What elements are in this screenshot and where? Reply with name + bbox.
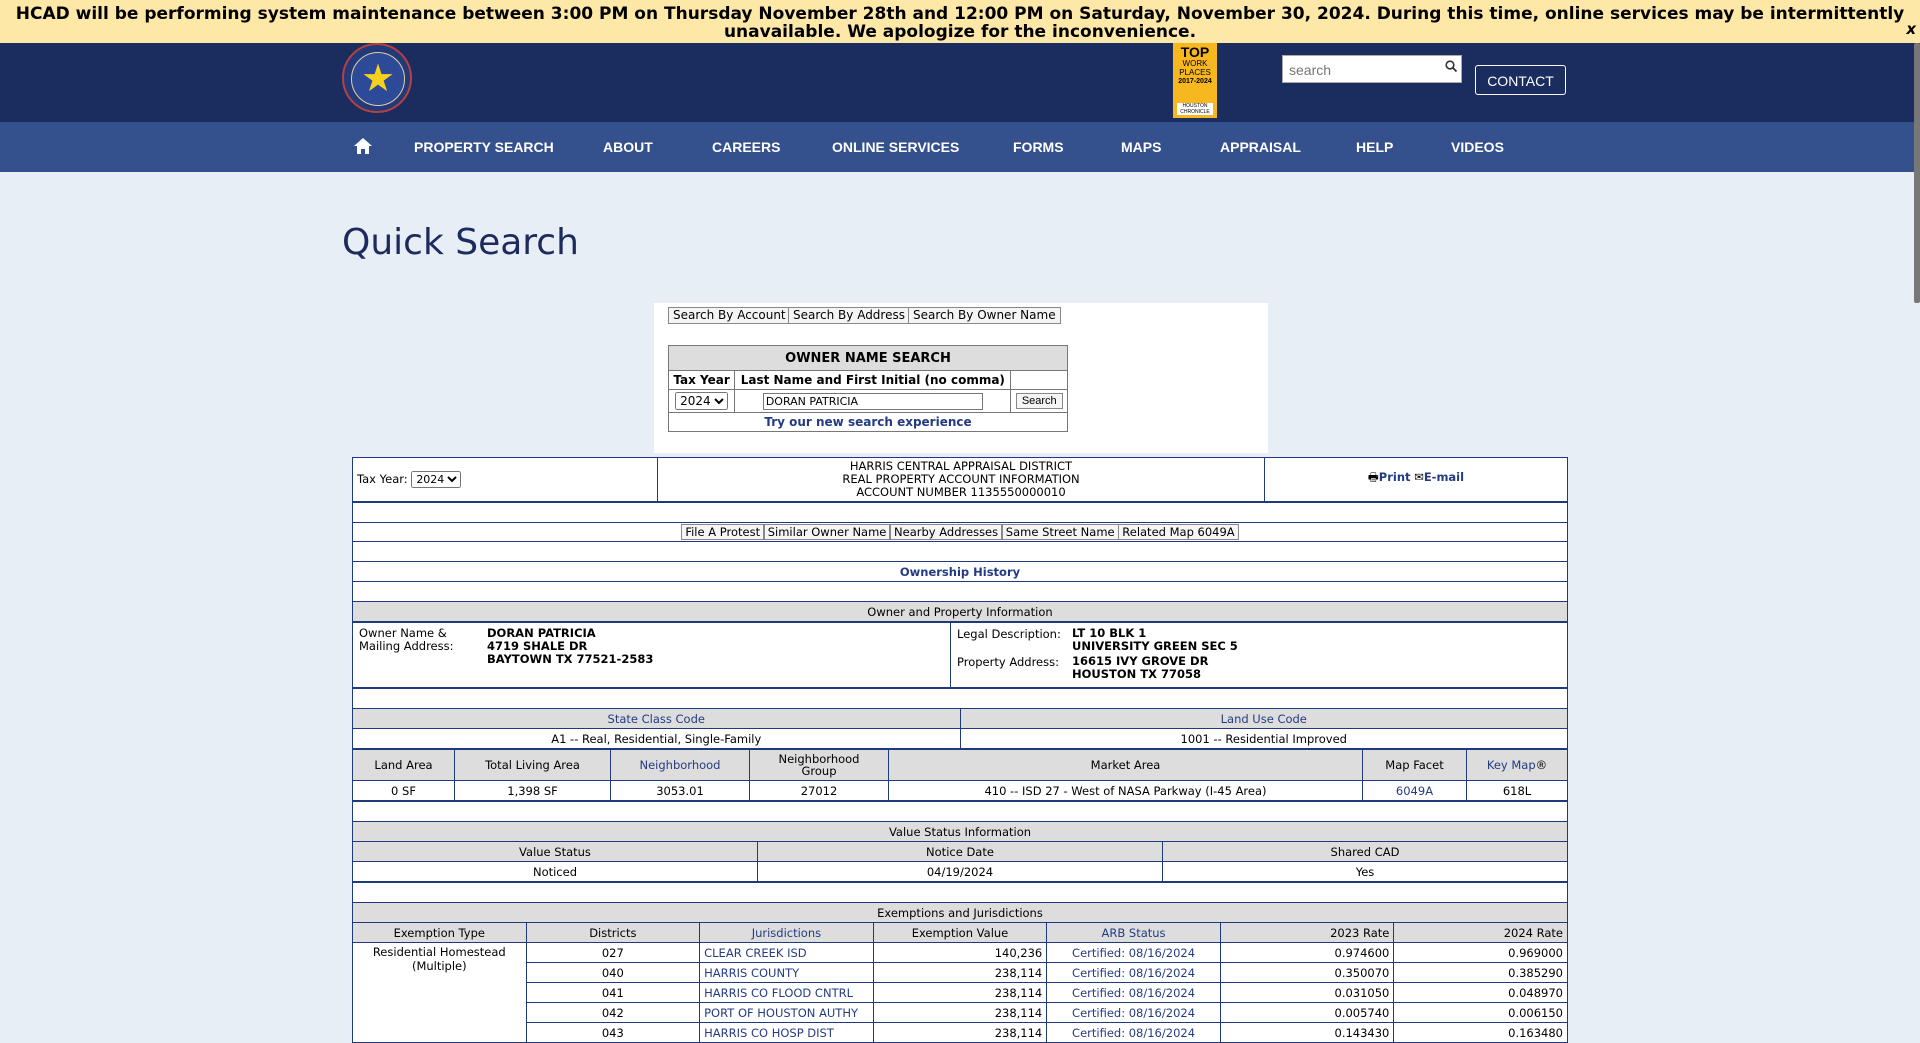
- arb-status[interactable]: Certified: 08/16/2024: [1072, 1025, 1196, 1040]
- property-line1: 16615 IVY GROVE DR: [1072, 654, 1209, 668]
- same-street-button[interactable]: Same Street Name: [1002, 524, 1119, 540]
- nav-appraisal[interactable]: APPRAISAL: [1220, 139, 1301, 155]
- owner-block: [359, 627, 653, 666]
- jurisdiction-link[interactable]: CLEAR CREEK ISD: [704, 945, 807, 960]
- exemption-value: 238,114: [873, 963, 1047, 983]
- contact-button[interactable]: CONTACT: [1475, 65, 1566, 95]
- map-facet-link[interactable]: 6049A: [1395, 783, 1434, 798]
- ex-col-value: Exemption Value: [873, 923, 1047, 943]
- value-status-header: Value Status Information: [353, 822, 1568, 842]
- printer-icon[interactable]: 🖶: [1367, 470, 1379, 484]
- print-link[interactable]: Print: [1378, 470, 1411, 484]
- district-code: 040: [526, 963, 700, 983]
- empty-header: [1011, 371, 1068, 390]
- top-workplaces-badge: [1173, 43, 1217, 118]
- rate-2023: 0.005740: [1220, 1003, 1394, 1023]
- search-by-owner-button[interactable]: Search By Owner Name: [908, 307, 1061, 324]
- exemption-type-value: Residential Homestead (Multiple): [353, 943, 527, 1043]
- account-tax-year-select[interactable]: [411, 471, 461, 488]
- tax-year-label: Tax Year:: [357, 472, 408, 486]
- rate-2024: 0.006150: [1394, 1003, 1568, 1023]
- file-protest-button[interactable]: File A Protest: [681, 524, 764, 540]
- district-code: 027: [526, 943, 700, 963]
- rate-2024: 0.163480: [1394, 1023, 1568, 1043]
- email-link[interactable]: E-mail: [1423, 470, 1465, 484]
- market-area-value: 410 -- ISD 27 - West of NASA Parkway (I-45 Area): [889, 781, 1363, 801]
- badge-line: 2017-2024: [1178, 78, 1212, 85]
- badge-line: HOUSTON CHRONICLE: [1177, 103, 1213, 115]
- land-use-value: 1001 -- Residential Improved: [960, 729, 1568, 749]
- market-area-header: Market Area: [889, 750, 1363, 781]
- nav-property-search[interactable]: PROPERTY SEARCH: [414, 139, 554, 155]
- email-icon[interactable]: ✉: [1414, 470, 1424, 484]
- banner-text: HCAD will be performing system maintenance between 3:00 PM on Thursday November 28th and 12:00 PM on Saturday, November 30, 2024. During this time, online services may be intermittently unavailable. We apologize for the inconvenience.: [15, 4, 1905, 42]
- rate-2024: 0.969000: [1394, 943, 1568, 963]
- living-area-value: 1,398 SF: [455, 781, 611, 801]
- mailing-line2: BAYTOWN TX 77521-2583: [487, 652, 654, 666]
- site-header: [0, 43, 1920, 122]
- rate-2023: 0.143430: [1220, 1023, 1394, 1043]
- legal-label: Legal Description:: [957, 627, 1061, 641]
- logo-seal: [351, 52, 405, 106]
- exemptions-table: [352, 882, 1568, 1043]
- owner-search-button[interactable]: Search: [1016, 393, 1063, 409]
- vs-col-notice: Notice Date: [758, 842, 1163, 862]
- name-header: Last Name and First Initial (no comma): [735, 371, 1011, 390]
- vs-col-status: Value Status: [353, 842, 758, 862]
- property-address-label: Property Address:: [957, 655, 1059, 669]
- star-icon: ★: [360, 56, 396, 100]
- property-line2: HOUSTON TX 77058: [1072, 667, 1201, 681]
- jurisdiction-link[interactable]: HARRIS COUNTY: [704, 965, 800, 980]
- nav-about[interactable]: ABOUT: [603, 139, 653, 155]
- ex-col-districts: Districts: [526, 923, 700, 943]
- mailing-label: Mailing Address:: [359, 639, 454, 653]
- ex-col-type: Exemption Type: [353, 923, 527, 943]
- badge-line: TOP: [1180, 44, 1210, 60]
- rate-2023: 0.350070: [1220, 963, 1394, 983]
- owner-tax-year-select[interactable]: [675, 392, 728, 410]
- owner-property-header: Owner and Property Information: [353, 602, 1568, 622]
- exemption-value: 238,114: [873, 983, 1047, 1003]
- site-search-input[interactable]: [1287, 57, 1441, 83]
- owner-search-title: OWNER NAME SEARCH: [669, 346, 1068, 371]
- jurisdiction-link[interactable]: HARRIS CO FLOOD CNTRL: [704, 985, 853, 1000]
- search-by-address-button[interactable]: Search By Address: [788, 307, 910, 324]
- account-info-title: REAL PROPERTY ACCOUNT INFORMATION: [842, 472, 1080, 486]
- registered-mark: ®: [1535, 758, 1548, 772]
- district-code: 041: [526, 983, 700, 1003]
- tax-year-header: Tax Year: [669, 371, 735, 390]
- vs-col-shared: Shared CAD: [1163, 842, 1568, 862]
- nav-help[interactable]: HELP: [1356, 139, 1394, 155]
- owner-name-search-form: [668, 345, 1068, 432]
- account-number: ACCOUNT NUMBER 1135550000010: [856, 485, 1066, 499]
- vs-status-value: Noticed: [353, 862, 758, 882]
- area-table: [352, 749, 1568, 801]
- search-icon[interactable]: [1445, 60, 1457, 72]
- owner-name: DORAN PATRICIA: [487, 626, 596, 640]
- main-nav: [0, 122, 1920, 172]
- state-class-code-link[interactable]: State Class Code: [607, 711, 705, 726]
- jurisdiction-link[interactable]: HARRIS CO HOSP DIST: [704, 1025, 834, 1040]
- arb-status[interactable]: Certified: 08/16/2024: [1072, 985, 1196, 1000]
- nav-careers[interactable]: CAREERS: [712, 139, 781, 155]
- mailing-line1: 4719 SHALE DR: [487, 639, 588, 653]
- owner-label: Owner Name &: [359, 626, 447, 640]
- rate-2024: 0.048970: [1394, 983, 1568, 1003]
- exemption-value: 238,114: [873, 1023, 1047, 1043]
- class-code-table: [352, 688, 1568, 749]
- page-title: Quick Search: [342, 222, 579, 263]
- legal-line1: LT 10 BLK 1: [1072, 626, 1147, 640]
- owner-property-table: [352, 622, 1568, 688]
- nbhd-group-header: Group: [801, 764, 837, 778]
- arb-status[interactable]: Certified: 08/16/2024: [1072, 945, 1196, 960]
- exemption-value: 140,236: [873, 943, 1047, 963]
- neighborhood-value: 3053.01: [611, 781, 750, 801]
- search-by-account-button[interactable]: Search By Account: [668, 307, 791, 324]
- vs-notice-value: 04/19/2024: [758, 862, 1163, 882]
- living-area-header: Total Living Area: [455, 750, 611, 781]
- land-area-header: Land Area: [353, 750, 455, 781]
- site-search: [1282, 55, 1462, 83]
- key-map-link[interactable]: Key Map: [1486, 758, 1536, 772]
- key-map-value: 618L: [1467, 781, 1568, 801]
- related-map-button[interactable]: Related Map 6049A: [1118, 524, 1238, 540]
- account-header-table: [352, 457, 1568, 502]
- hcad-logo[interactable]: [342, 43, 412, 113]
- nearby-addresses-button[interactable]: Nearby Addresses: [890, 524, 1002, 540]
- neighborhood-link[interactable]: Neighborhood: [639, 758, 721, 772]
- legal-line2: UNIVERSITY GREEN SEC 5: [1072, 639, 1238, 653]
- account-info: [352, 457, 1568, 1043]
- district-name: HARRIS CENTRAL APPRAISAL DISTRICT: [849, 459, 1073, 473]
- nav-maps[interactable]: MAPS: [1121, 139, 1162, 155]
- arb-status-link[interactable]: ARB Status: [1101, 925, 1166, 940]
- nav-online-services[interactable]: ONLINE SERVICES: [832, 139, 960, 155]
- maintenance-banner: [0, 0, 1920, 43]
- search-panel: [654, 303, 1268, 453]
- badge-line: PLACES: [1179, 68, 1211, 77]
- owner-name-input[interactable]: [763, 393, 983, 410]
- new-search-experience-link[interactable]: Try our new search experience: [764, 415, 972, 429]
- district-code: 043: [526, 1023, 700, 1043]
- ownership-history-link[interactable]: Ownership History: [899, 564, 1021, 579]
- jurisdiction-link[interactable]: PORT OF HOUSTON AUTHY: [704, 1005, 858, 1020]
- jurisdictions-link[interactable]: Jurisdictions: [751, 925, 822, 940]
- rate-2024: 0.385290: [1394, 963, 1568, 983]
- map-facet-header: Map Facet: [1363, 750, 1467, 781]
- exemption-value: 238,114: [873, 1003, 1047, 1023]
- similar-owner-button[interactable]: Similar Owner Name: [764, 524, 891, 540]
- arb-status[interactable]: Certified: 08/16/2024: [1072, 1005, 1196, 1020]
- account-actions: [352, 502, 1568, 622]
- vs-shared-value: Yes: [1163, 862, 1568, 882]
- banner-close-button[interactable]: x: [1906, 20, 1916, 38]
- exemptions-header: Exemptions and Jurisdictions: [353, 903, 1568, 923]
- page-scrollbar[interactable]: [1914, 43, 1920, 303]
- land-use-code-link[interactable]: Land Use Code: [1220, 711, 1307, 726]
- nav-forms[interactable]: FORMS: [1013, 139, 1064, 155]
- rate-2023: 0.031050: [1220, 983, 1394, 1003]
- legal-block: [957, 627, 1238, 681]
- land-area-value: 0 SF: [353, 781, 455, 801]
- nav-videos[interactable]: VIDEOS: [1451, 139, 1504, 155]
- state-class-value: A1 -- Real, Residential, Single-Family: [353, 729, 961, 749]
- arb-status[interactable]: Certified: 08/16/2024: [1072, 965, 1196, 980]
- value-status-table: [352, 801, 1568, 882]
- nbhd-group-header: Neighborhood: [778, 752, 860, 766]
- home-icon[interactable]: [353, 136, 373, 156]
- district-code: 042: [526, 1003, 700, 1023]
- badge-line: WORK: [1182, 59, 1208, 68]
- rate-2023: 0.974600: [1220, 943, 1394, 963]
- ex-col-2024: 2024 Rate: [1394, 923, 1568, 943]
- ex-col-2023: 2023 Rate: [1220, 923, 1394, 943]
- nbhd-group-value: 27012: [750, 781, 889, 801]
